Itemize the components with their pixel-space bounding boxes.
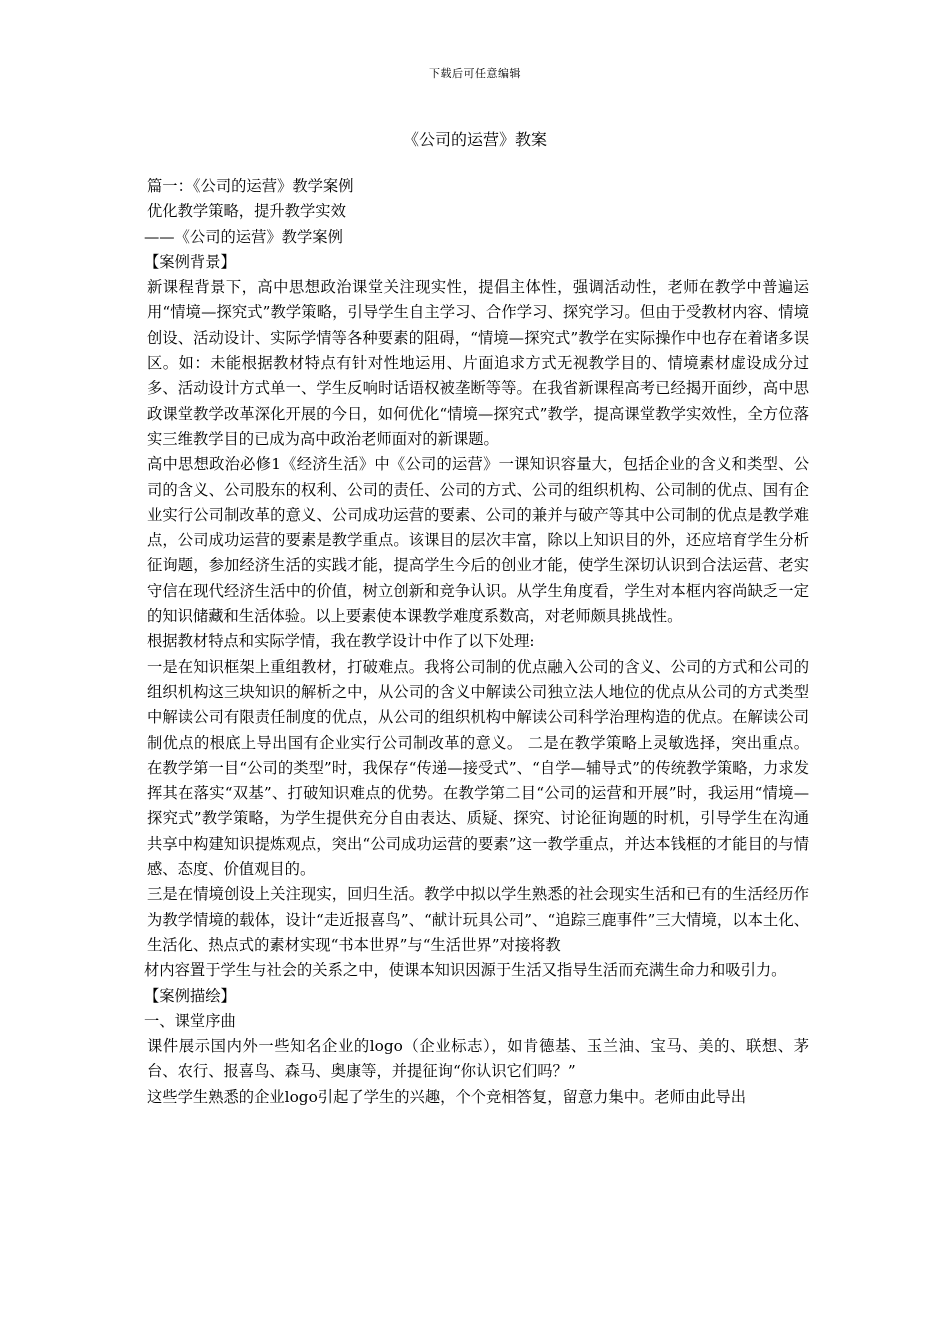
subsection-heading: 一、课堂序曲 <box>144 1011 236 1030</box>
paragraph: 一是在知识框架上重组教材，打破难点。我将公司制的优点融入公司的含义、公司的方式和公司的组织机构这三块知识的解析之中，从公司的含义中解读公司独立法人地位的优点从公司的方式类型中解读公司有限责任制度的优点，从公司的组织机构中解读公司科学治理构造的优点。在解读公司制优点的根底上导出国有企业实行公司制改革的意义。 二是在教学策略上灵敏选择，突出重点。在教学第一目“公司的类型”时，我保存“传递—接受式”、“自学—辅导式”的传统教学策略，力求发挥其在落实“双基”、打破知识难点的优势。在教学第二目“公司的运营和开展”时，我运用“情境—探究式”教学策略，为学生提供充分自由表达、质疑、探究、讨论征询题的时机，引导学生在沟通共享中构建知识提炼观点，突出“公司成功运营的要素”这一教学重点，并达本钱框的才能目的与情感、态度、价值观目的。 <box>147 657 809 879</box>
document-body <box>144 174 809 1110</box>
document-title: 《公司的运营》教案 <box>402 130 547 149</box>
paragraph: 新课程背景下，高中思想政治课堂关注现实性，提倡主体性，强调活动性，老师在教学中普遍运用“情境—探究式”教学策略，引导学生自主学习、合作学习、探究学习。但由于受教材内容、情境创设、活动设计、实际学情等各种要素的阻碍，“情境—探究式”教学在实际操作中也存在着诸多误区。如：未能根据教材特点有针对性地运用、片面追求方式无视教学目的、情境素材虚设成分过多、活动设计方式单一、学生反响时话语权被垄断等等。在我省新课程高考已经揭开面纱，高中思政课堂教学改革深化开展的今日，如何优化“情境—探究式”教学，提高课堂教学实效性，全方位落实三维教学目的已成为高中政治老师面对的新课题。 <box>147 278 809 448</box>
paragraph: 篇一：《公司的运营》教学案例 <box>147 177 354 195</box>
paragraph: 三是在情境创设上关注现实，回归生活。教学中拟以学生熟悉的社会现实生活和已有的生活经历作为教学情境的载体，设计“走近报喜鸟”、“献计玩具公司”、“追踪三鹿事件”三大情境，以本土化、生活化、热点式的素材实现“书本世界”与“生活世界”对接将教 <box>147 885 809 954</box>
paragraph: 课件展示国内外一些知名企业的logo（企业标志），如肯德基、玉兰油、宝马、美的、联想、茅台、农行、报喜鸟、森马、奥康等，并提征询“你认识它们吗？” <box>147 1037 809 1081</box>
section-heading: 【案例描绘】 <box>144 986 236 1005</box>
paragraph: 优化教学策略，提升教学实效 <box>147 202 346 221</box>
paragraph: 根据教材特点和实际学情，我在教学设计中作了以下处理: <box>147 632 535 651</box>
section-heading: 【案例背景】 <box>144 252 236 271</box>
paragraph: 这些学生熟悉的企业logo引起了学生的兴趣，个个竞相答复，留意力集中。老师由此导出 <box>147 1087 747 1106</box>
paragraph: 材内容置于学生与社会的关系之中，使课本知识因源于生活又指导生活而充满生命力和吸引力。 <box>144 961 787 980</box>
paragraph: 高中思想政治必修1《经济生活》中《公司的运营》一课知识容量大，包括企业的含义和类型、公司的含义、公司股东的权利、公司的责任、公司的方式、公司的组织机构、公司制的优点、国有企业实行公司制改革的意义、公司成功运营的要素、公司的兼并与破产等其中公司制的优点是教学难点，公司成功运营的要素是教学重点。该课目的层次丰富，除以上知识目的外，还应培育学生分析征询题，参加经济生活的实践才能，提高学生今后的创业才能，使学生深切认识到合法运营、老实守信在现代经济生活中的价值，树立创新和竞争认识。从学生角度看，学生对本框内容尚缺乏一定的知识储藏和生活体验。以上要素使本课教学难度系数高，对老师颇具挑战性。 <box>147 455 809 626</box>
header-note: 下载后可任意编辑 <box>429 67 521 80</box>
paragraph: ——《公司的运营》教学案例 <box>144 227 343 246</box>
